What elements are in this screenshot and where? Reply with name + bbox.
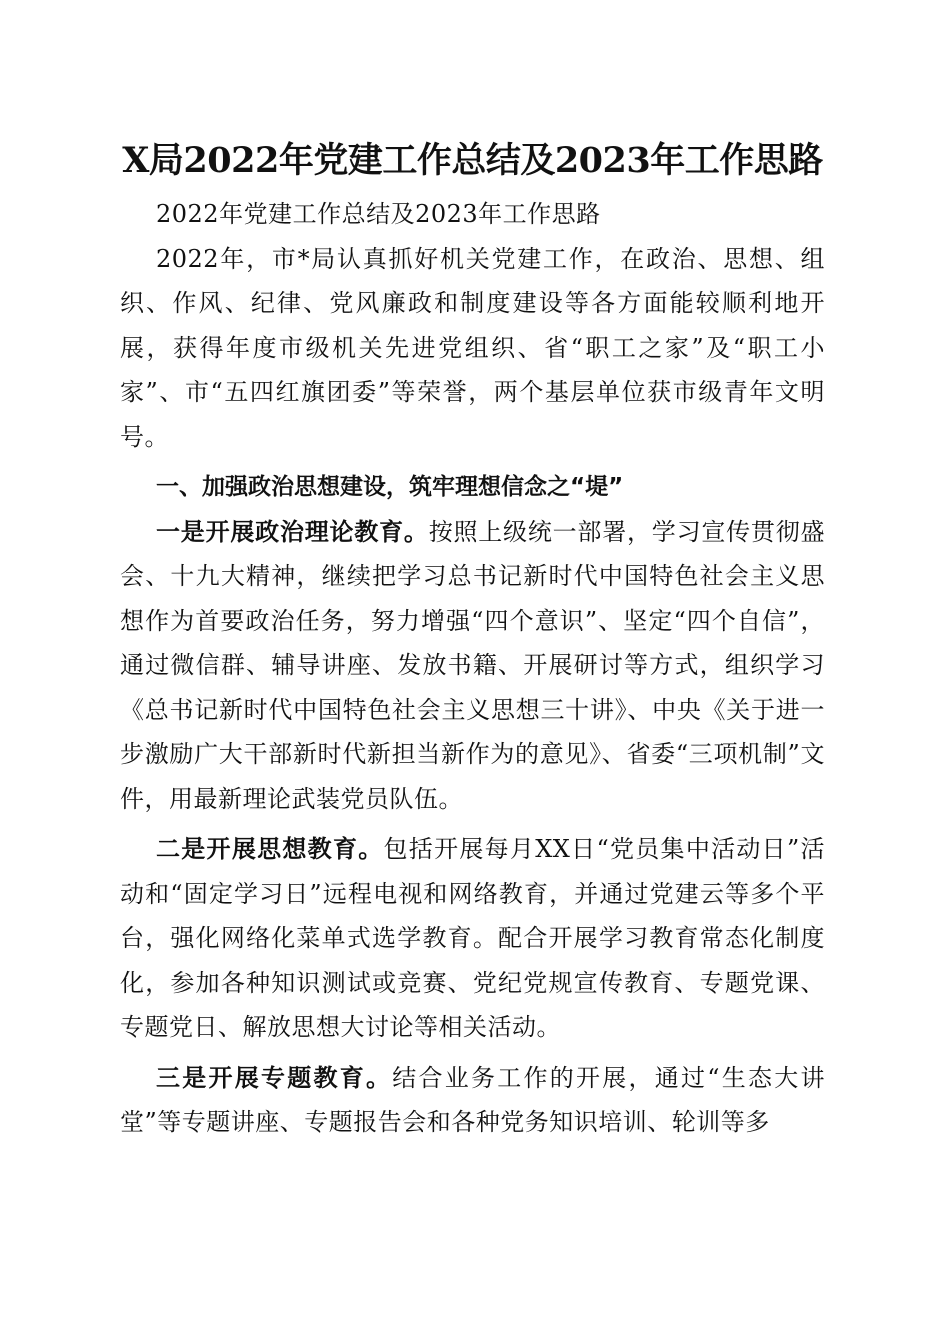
- section-1-item-2: [120, 827, 825, 1050]
- intro-paragraph: 2022年，市*局认真抓好机关党建工作，在政治、思想、组织、作风、纪律、党风廉政和制度建设等各方面能较顺利地开展，获得年度市级机关先进党组织、省“职工之家”及“职工小家”、市“五四红旗团委”等荣誉，两个基层单位获市级青年文明号。: [120, 244, 825, 451]
- item-1-lead: 一是开展政治理论教育。: [156, 516, 429, 546]
- section-1-heading: 一、加强政治思想建设，筑牢理想信念之“堤”: [156, 474, 624, 500]
- document-subtitle: 2022年党建工作总结及2023年工作思路: [156, 200, 601, 228]
- item-2-body: 包括开展每月XX日“党员集中活动日”活动和“固定学习日”远程电视和网络教育，并通过党建云等多个平台，强化网络化菜单式选学教育。配合开展学习教育常态化制度化，参加各种知识测试或竞赛、党纪党规宣传教育、专题党课、专题党日、解放思想大讨论等相关活动。: [120, 835, 826, 1041]
- item-2-lead: 二是开展思想教育。: [156, 834, 384, 863]
- item-3-body: 结合业务工作的开展，通过“生态大讲堂”等专题讲座、专题报告会和各种党务知识培训、轮训等多: [120, 1063, 825, 1136]
- item-3-lead: 三是开展专题教育。: [156, 1062, 393, 1092]
- section-1-item-1: [120, 510, 825, 822]
- document-page: [120, 138, 825, 1145]
- section-1-item-3: [120, 1056, 825, 1145]
- item-1-body: 按照上级统一部署，学习宣传贯彻盛会、十九大精神，继续把学习总书记新时代中国特色社会主义思想作为首要政治任务，努力增强“四个意识”、坚定“四个自信”，通过微信群、辅导讲座、发放书籍、开展研讨等方式，组织学习《总书记新时代中国特色社会主义思想三十讲》、中央《关于进一步激励广大干部新时代新担当新作为的意见》、省委“三项机制”文件，用最新理论武装党员队伍。: [120, 517, 826, 813]
- document-title: X局2022年党建工作总结及2023年工作思路: [122, 140, 823, 181]
